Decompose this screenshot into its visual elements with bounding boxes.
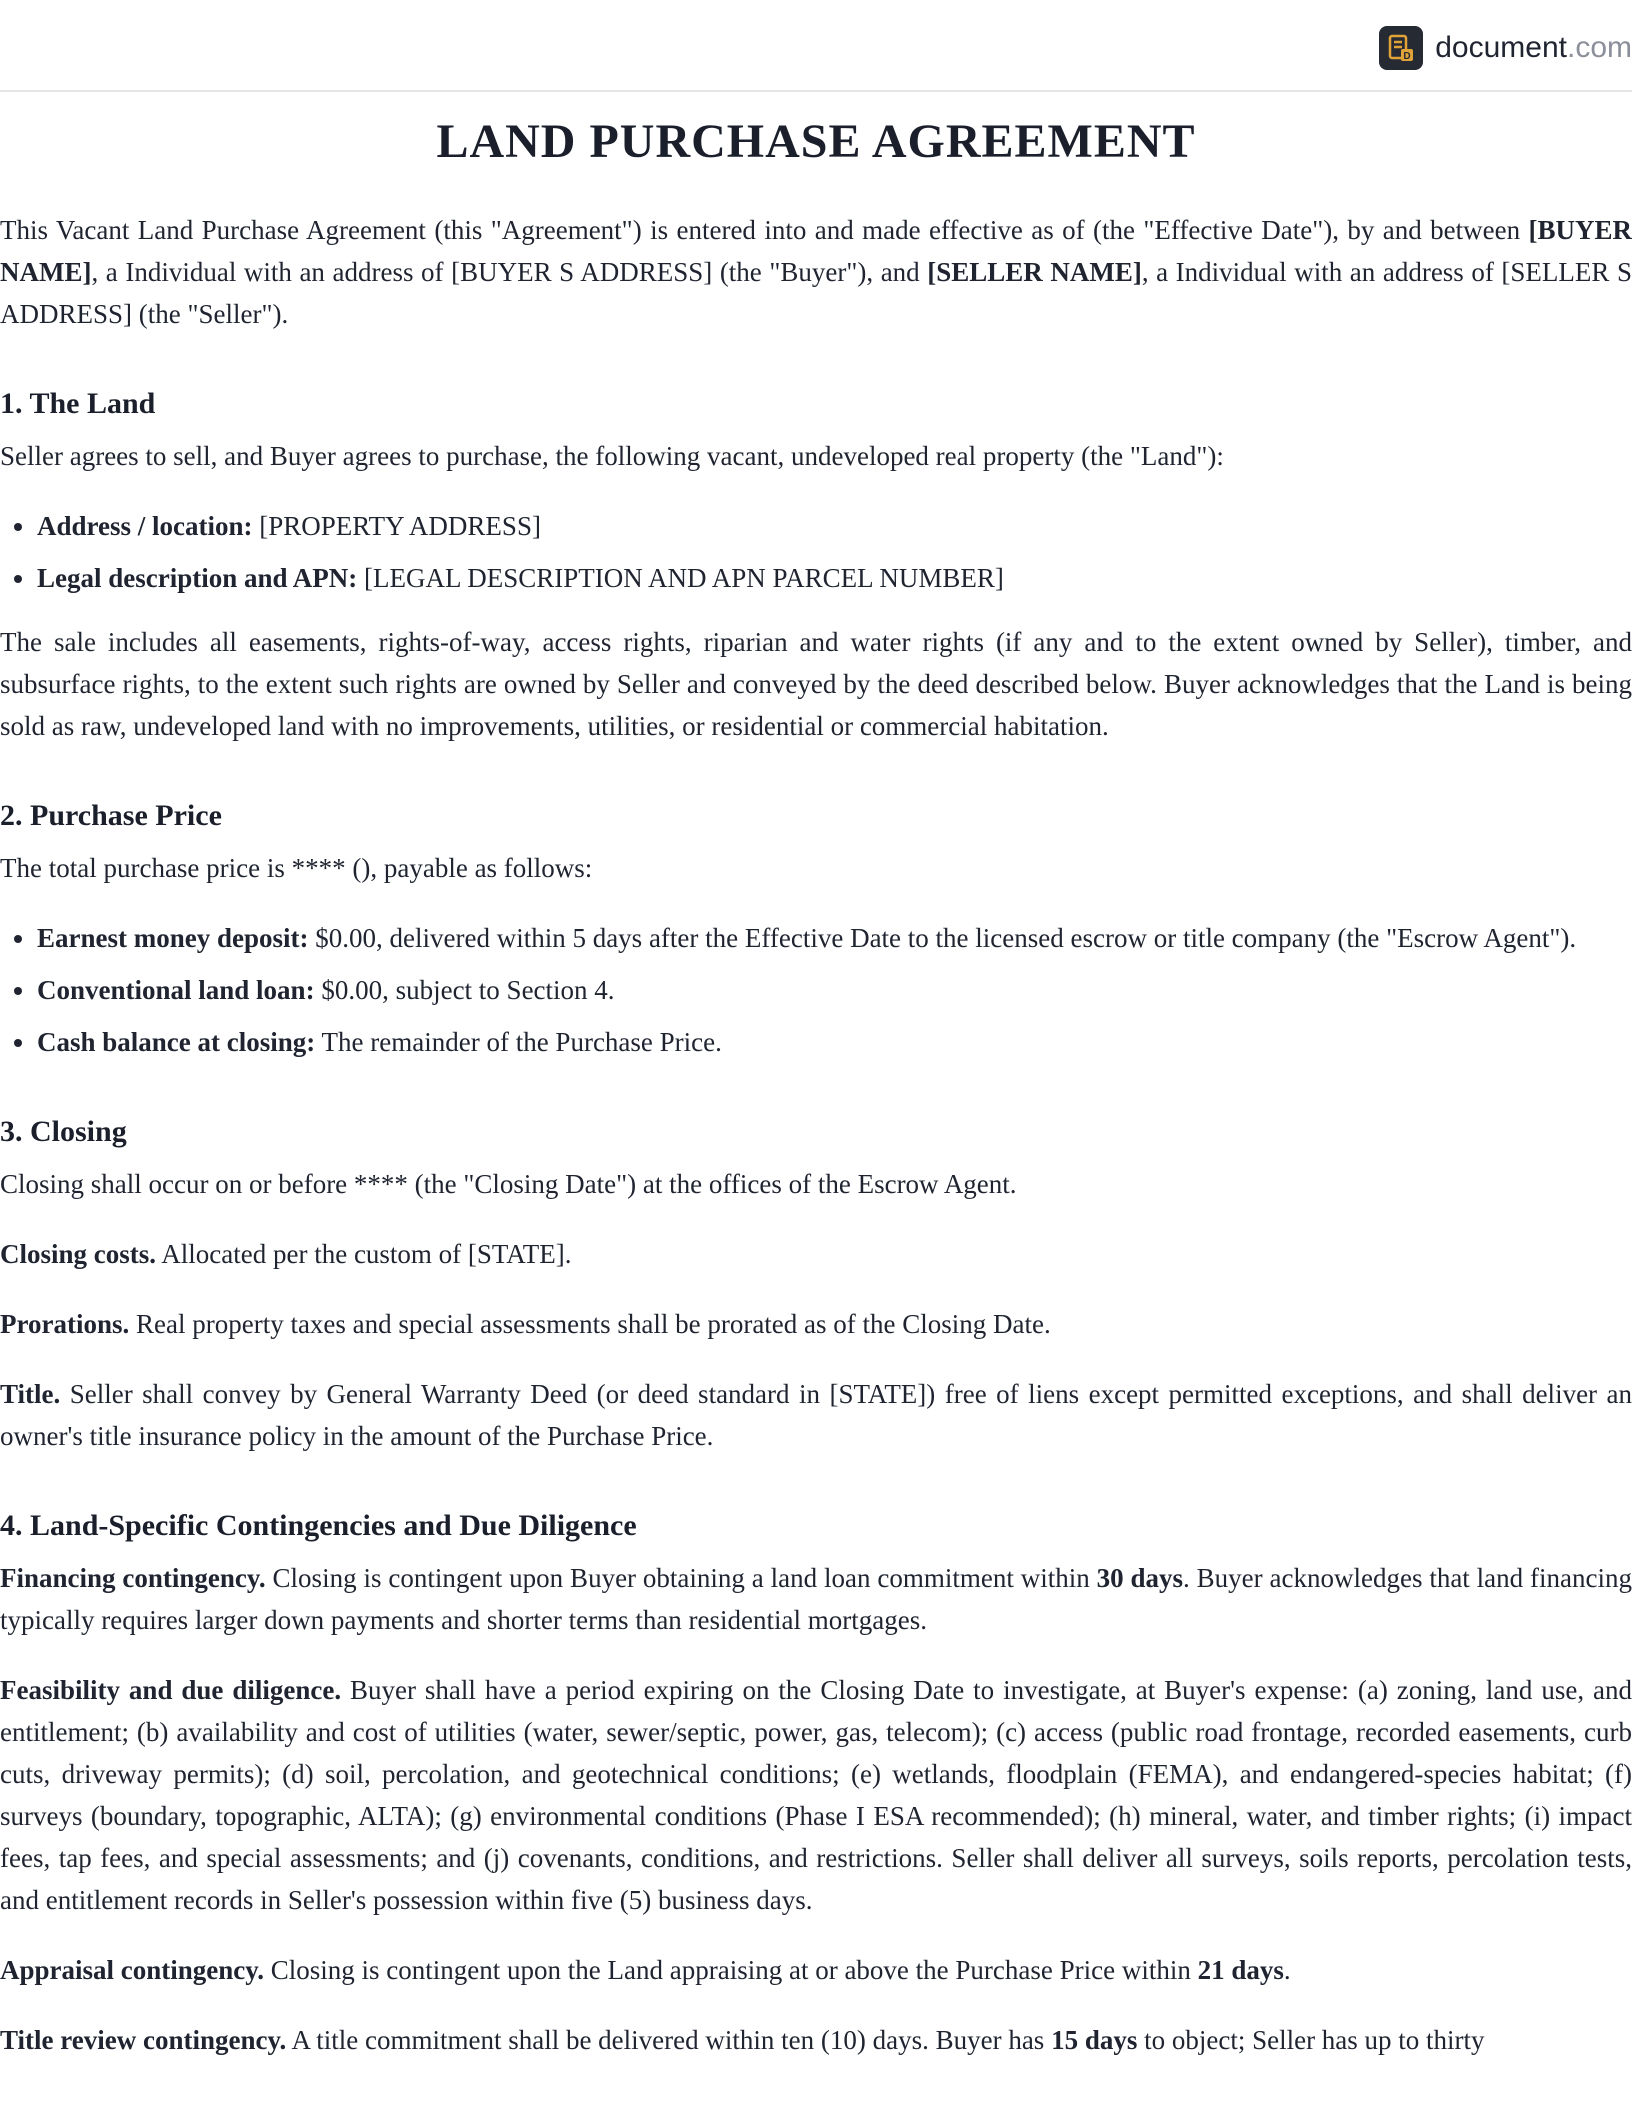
- brand-name: [1435, 31, 1632, 65]
- brand-name-main: document: [1435, 31, 1567, 64]
- title-paragraph: [0, 1373, 1632, 1457]
- land-body: The sale includes all easements, rights-of-way, access rights, riparian and water rights (if any and to the extent owned by Seller), timber, and subsurface rights, to the extent such rights are owned by Seller and conveyed by the deed described below. Buyer acknowledges that the Land is being sold as raw, undeveloped land with no improvements, utilities, or residential or commercial habitation.: [0, 627, 1632, 741]
- section-heading-closing: 3. Closing: [0, 1115, 127, 1148]
- land-lead: Seller agrees to sell, and Buyer agrees to purchase, the following vacant, undeveloped real property (the "Land"):: [0, 441, 1224, 471]
- closing-costs-text: Allocated per the custom of [STATE].: [156, 1239, 572, 1269]
- document-logo-icon: [1379, 26, 1423, 70]
- brand[interactable]: [1379, 26, 1632, 70]
- list-item-text: [PROPERTY ADDRESS]: [252, 511, 541, 541]
- price-list: [0, 917, 1632, 1063]
- list-item-label: Legal description and APN:: [37, 563, 358, 593]
- closing-costs-label: Closing costs.: [0, 1239, 157, 1269]
- feasibility-paragraph: [0, 1669, 1632, 1921]
- appraisal-days: 21 days: [1197, 1955, 1284, 1985]
- title-label: Title.: [0, 1379, 61, 1409]
- seller-name: [SELLER NAME]: [927, 257, 1142, 287]
- financing-days: 30 days: [1096, 1563, 1184, 1593]
- prorations-text: Real property taxes and special assessments shall be prorated as of the Closing Date.: [129, 1309, 1051, 1339]
- financing-text-2: . Buyer acknowledges that land financing typically requires larger down payments and shorter terms than residential mortgages.: [0, 1563, 1632, 1635]
- appraisal-label: Appraisal contingency.: [0, 1955, 265, 1985]
- financing-paragraph: [0, 1557, 1632, 1641]
- appraisal-paragraph: [0, 1949, 1632, 1991]
- prorations-paragraph: [0, 1303, 1632, 1345]
- top-bar: [0, 0, 1632, 92]
- title-review-paragraph: [0, 2019, 1632, 2061]
- section-heading-purchase-price: 2. Purchase Price: [0, 799, 222, 832]
- closing-costs-paragraph: [0, 1233, 1632, 1275]
- closing-lead: Closing shall occur on or before **** (the "Closing Date") at the offices of the Escrow Agent.: [0, 1169, 1017, 1199]
- document-title: LAND PURCHASE AGREEMENT: [436, 115, 1196, 168]
- list-item-label: Cash balance at closing:: [37, 1027, 316, 1057]
- list-item: [37, 969, 1632, 1011]
- price-lead: The total purchase price is **** (), payable as follows:: [0, 853, 593, 883]
- intro-text-2: , a Individual with an address of [BUYER S ADDRESS] (the "Buyer"), and: [91, 257, 928, 287]
- financing-label: Financing contingency.: [0, 1563, 266, 1593]
- list-item-text: [LEGAL DESCRIPTION AND APN PARCEL NUMBER]: [357, 563, 1004, 593]
- list-item-label: Address / location:: [37, 511, 253, 541]
- buyer-name: [BUYER NAME]: [0, 215, 1632, 287]
- section-heading-land: 1. The Land: [0, 387, 156, 420]
- financing-text-1: Closing is contingent upon Buyer obtaining a land loan commitment within: [265, 1563, 1097, 1593]
- list-item: [37, 505, 1632, 547]
- list-item-label: Conventional land loan:: [37, 975, 315, 1005]
- title-review-text-2: to object; Seller has up to thirty: [1137, 2025, 1485, 2055]
- list-item-text: $0.00, delivered within 5 days after the Effective Date to the licensed escrow or title company (the "Escrow Agent").: [308, 923, 1577, 953]
- list-item: [37, 1021, 1632, 1063]
- list-item: [37, 557, 1632, 599]
- svg-text:D: D: [1403, 51, 1411, 62]
- list-item-text: $0.00, subject to Section 4.: [314, 975, 615, 1005]
- intro-text-1: This Vacant Land Purchase Agreement (this "Agreement") is entered into and made effective as of (the "Effective Date"), by and between: [0, 215, 1529, 245]
- feasibility-label: Feasibility and due diligence.: [0, 1675, 342, 1705]
- title-text: Seller shall convey by General Warranty Deed (or deed standard in [STATE]) free of liens except permitted exceptions, and shall deliver an owner's title insurance policy in the amount of the Purchase Price.: [0, 1379, 1632, 1451]
- intro-text-3: , a Individual with an address of [SELLER S ADDRESS] (the "Seller").: [0, 257, 1632, 329]
- title-review-days: 15 days: [1051, 2025, 1138, 2055]
- section-heading-contingencies: 4. Land-Specific Contingencies and Due Diligence: [0, 1509, 637, 1542]
- list-item: [37, 917, 1632, 959]
- document-body: [0, 114, 1632, 2061]
- list-item-text: The remainder of the Purchase Price.: [315, 1027, 722, 1057]
- prorations-label: Prorations.: [0, 1309, 130, 1339]
- list-item-label: Earnest money deposit:: [37, 923, 309, 953]
- appraisal-text-1: Closing is contingent upon the Land appraising at or above the Purchase Price within: [264, 1955, 1198, 1985]
- land-list: [0, 505, 1632, 599]
- brand-name-domain: .com: [1566, 31, 1632, 64]
- feasibility-text: Buyer shall have a period expiring on the Closing Date to investigate, at Buyer's expense: (a) zoning, land use, and entitlement; (b) availability and cost of utilities (water, sewer/septic, power, gas, telecom); (c) access (public road frontage, recorded easements, curb cuts, driveway permits); (d) soil, percolation, and geotechnical conditions; (e) wetlands, floodplain (FEMA), and endangered-species habitat; (f) surveys (boundary, topographic, ALTA); (g) environmental conditions (Phase I ESA recommended); (h) mineral, water, and timber rights; (i) impact fees, tap fees, and special assessments; and (j) covenants, conditions, and restrictions. Seller shall deliver all surveys, soils reports, percolation tests, and entitlement records in Seller's possession within five (5) business days.: [0, 1675, 1632, 1915]
- intro-paragraph: [0, 209, 1632, 335]
- title-review-text-1: A title commitment shall be delivered within ten (10) days. Buyer has: [286, 2025, 1052, 2055]
- title-review-label: Title review contingency.: [0, 2025, 287, 2055]
- appraisal-text-2: .: [1283, 1955, 1291, 1985]
